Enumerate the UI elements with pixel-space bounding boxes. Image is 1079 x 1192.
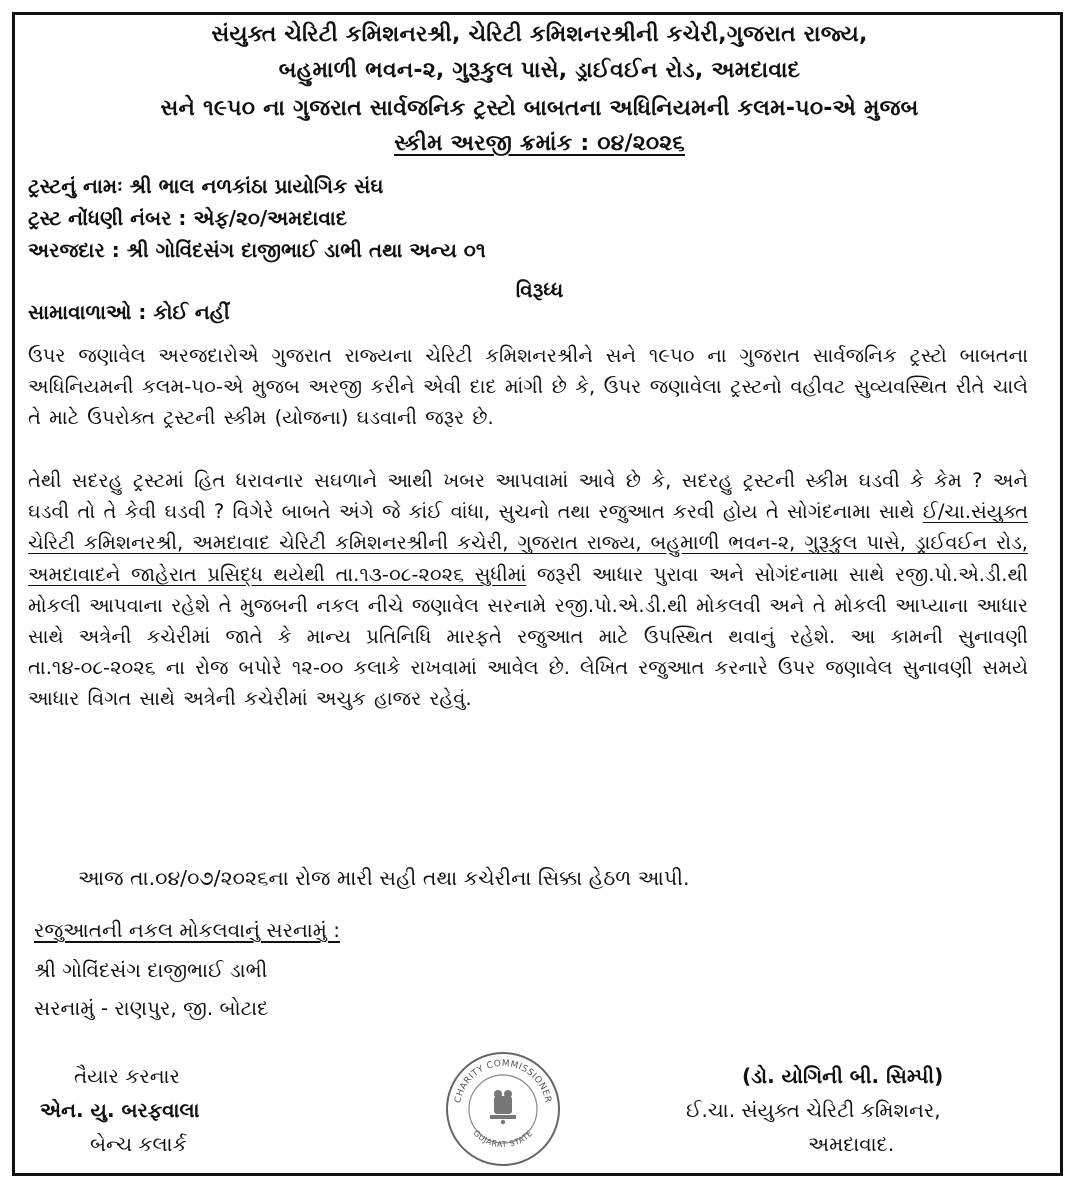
header-office-line: સંયુક્ત ચેરિટી કમિશનરશ્રી, ચેરિટી કમિશનરશ્રીની કચેરી,ગુજરાત રાજ્ય, (211, 22, 868, 47)
officer-title: ઈ.ચા. સંયુક્ત ચેરિટી કમિશનર, (686, 1098, 941, 1122)
address-name: શ્રી ગોવિંદસંગ દાજીભાઈ ડાભી (34, 958, 268, 982)
paragraph-2-part-a: તેથી સદરહુ ટ્રસ્ટમાં હિત ધરાવનાર સઘળાને આથી ખબર આપવામાં આવે છે કે, સદરહુ ટ્રસ્ટની સ્કીમ ઘડવી કે કેમ ? અને ઘડવી તો તે કેવી ઘડવી ? વિગેરે બાબતે અંગે જે કાંઈ વાંધા, સુચનો તથા રજુઆત કરવી હોય તે સોગંદનામા સાથે (28, 469, 1028, 524)
submission-address-underlined: ઈ/ચા.સંયુક્ત ચેરિટી કમિશનરશ્રી, અમદાવાદ ચેરિટી કમિશનરશ્રીની કચેરી, ગુજરાત રાજ્ય, બહુમાળી ભવન-૨, ગુરૂકુલ પાસે, ડ્રાઈવઈન રોડ, અમદાવાદને જાહેરાત પ્રસિદ્ધ થયેથી તા.૧૩-૦૮-૨૦૨૬ સુધીમાં (28, 500, 1028, 586)
emblem-seal-icon (444, 1050, 562, 1168)
trust-registration-number: ટ્રસ્ટ નોંધણી નંબર : એફ/૨૦/અમદાવાદ (28, 206, 347, 230)
paragraph-2-part-b: જરૂરી આધાર પુરાવા અને સોગંદનામા સાથે રજી.પો.એ.ડી.થી મોકલી આપવાના રહેશે તે મુજબની નકલ નીચે જણાવેલ સરનામે રજી.પો.એ.ડી.થી મોકલવી અને તે મોકલી આપ્યાના આધાર સાથે અત્રેની કચેરીમાં જાતે કે માન્ય પ્રતિનિધિ મારફતે રજુઆત માટે ઉપસ્થિત થવાનું રહેશે. આ કામની સુનાવણી તા.૧૪-૦૮-૨૦૨૬ ના રોજ બપોરે ૧૨-૦૦ કલાકે રાખવામાં આવેલ છે. લેખિત રજુઆત કરનારે ઉપર જણાવેલ સુનાવણી સમયે આધાર વિગત સાથે અત્રેની કચેરીમાં અચુક હાજર રહેવું. (28, 562, 1028, 711)
lion-emblem (490, 1090, 516, 1124)
address-heading: રજુઆતની નકલ મોકલવાનું સરનામું : (34, 918, 340, 942)
header-act-line: સને ૧૯૫૦ ના ગુજરાત સાર્વજનિક ટ્રસ્ટો બાબતના અધિનિયમની કલમ-૫૦-એ મુજબ (160, 96, 919, 121)
respondents: સામાવાળાઓ : કોઈ નહીં (28, 300, 230, 324)
officer-city: અમદાવાદ. (808, 1132, 895, 1156)
trust-name: ટ્રસ્ટનું નામઃ શ્રી ભાલ નળકાંઠા પ્રાયોગિક સંઘ (28, 174, 384, 198)
address-place: સરનામું - રાણપુર, જી. બોટાદ (34, 996, 269, 1020)
scheme-application-number: સ્કીમ અરજી ક્રમાંક : ૦૪/૨૦૨૬ (394, 131, 685, 156)
body-paragraph-1: ઉપર જણાવેલ અરજદારોએ ગુજરાત રાજ્યના ચેરિટી કમિશનરશ્રીને સને ૧૯૫૦ ના ગુજરાત સાર્વજનિક ટ્રસ્ટો બાબતના અધિનિયમની કલમ-૫૦-એ મુજબ અરજી કરીને એવી દાદ માંગી છે કે, ઉપર જણાવેલા ટ્રસ્ટનો વહીવટ સુવ્યવસ્થિત રીતે ચાલે તે માટે ઉપરોક્ત ટ્રસ્ટની સ્કીમ (યોજના) ઘડવાની જરૂર છે. (28, 344, 1028, 430)
officer-name: (ડો. યોગિની બી. સિમ્પી) (742, 1064, 944, 1088)
body-paragraph-2 (28, 465, 1028, 715)
prepared-by-label: તૈયાર કરનાર (74, 1064, 180, 1088)
svg-text:GUJARAT STATE (471, 1129, 534, 1150)
prepared-by-role: બેન્ચ કલાર્ક (90, 1132, 187, 1156)
prepared-by-name: એન. યુ. બરફવાલા (40, 1098, 200, 1122)
versus-label: વિરૂધ્ધ (515, 278, 564, 302)
seal-outer-text: CHARITY COMMISSIONER (453, 1058, 553, 1104)
applicant: અરજદાર : શ્રી ગોવિંદસંગ દાજીભાઈ ડાભી તથા અન્ય ૦૧ (28, 238, 486, 262)
header-address-line: બહુમાળી ભવન-૨, ગુરૂકુલ પાસે, ડ્રાઈવઈન રોડ, અમદાવાદ (278, 58, 801, 83)
dated-line: આજ તા.૦૪/૦૭/૨૦૨૬ના રોજ મારી સહી તથા કચેરીના સિક્કા હેઠળ આપી. (78, 866, 690, 890)
seal-bottom-text: GUJARAT STATE (471, 1128, 535, 1150)
